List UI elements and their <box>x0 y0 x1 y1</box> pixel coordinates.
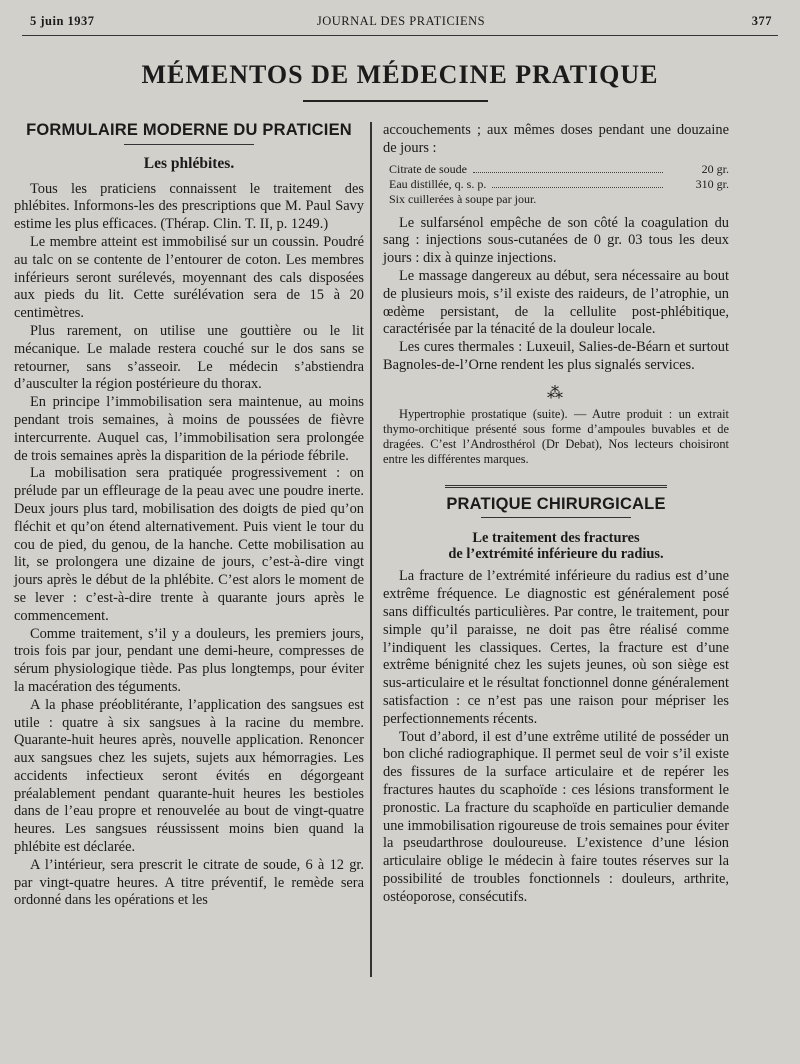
running-head <box>30 14 772 34</box>
paragraph-continued: accouchements ; aux mêmes doses pendant une douzaine de jours : <box>383 122 729 156</box>
paragraph: Les cures thermales : Luxeuil, Salies-de-Béarn et surtout Bagnoles-de-l’Orne rendent les plus signalés services. <box>383 339 729 373</box>
page-title: MÉMENTOS DE MÉDECINE PRATIQUE <box>141 60 659 89</box>
section-double-rule <box>445 485 667 490</box>
article-title-phlebites: Les phlébites. <box>143 154 235 172</box>
prescription-note: Six cuillerées à soupe par jour. <box>389 191 537 206</box>
title-rule <box>303 100 488 102</box>
article-title-line: Le traitement des fractures <box>472 530 640 547</box>
prescription-item: Citrate de soude <box>389 161 467 176</box>
paragraph: Le massage dangereux au début, sera nécessaire au bout de plusieurs mois, s’il existe des raideurs, de l’atrophie, un œdème persistant, de la cellulite post-phlébitique, caractérisée par la ténacité de la douleur locale. <box>383 267 729 338</box>
paragraph: En principe l’immobilisation sera maintenue, au moins pendant trois semaines, à moins de poussées de fièvre intercurrente. Auquel cas, l’immobilisation sera prolongée de trois semaines après la disparition de la période fébrile. <box>14 394 364 464</box>
paragraph: Le membre atteint est immobilisé sur un coussin. Poudré au talc on se contente de l’entourer de coton. Les membres inférieurs seront surélevés, moyennant des cals disposées aux pieds du lit. Cette surélévation sera de 15 à 20 centimètres. <box>14 233 364 322</box>
leader-dots <box>492 177 663 188</box>
paragraph: La fracture de l’extrémité inférieure du radius est d’une extrême fréquence. Le diagnostic est généralement posé sans difficultés particulières. Par contre, le traitement, pour simple qu’il paraisse, ne doit pas être réalisé comme l’indiquent les classiques. Certes, la fracture est d’une extrême bénignité chez les sujets jeunes, où son siège est sus-articulaire et le résultat fonctionnel donne généralement satisfaction : ce n’est pas une raison pour mépriser les perfectionnements récents. <box>383 568 729 727</box>
prescription <box>389 162 729 207</box>
paragraph: Comme traitement, s’il y a douleurs, les premiers jours, trois fois par jour, pendant une demi-heure, compresses de sérum physiologique tiède. Pas plus longtemps, pour éviter la macération des téguments. <box>14 625 364 695</box>
prescription-line <box>389 162 729 177</box>
article-title-fractures <box>383 530 729 562</box>
right-column <box>383 122 729 907</box>
prescription-qty: 20 gr. <box>701 161 729 176</box>
paragraph: La mobilisation sera pratiquée progressivement : on prélude par un effleurage de la peau avec une poudre inerte. Deux jours plus tard, mobilisation des doigts de pied qu’on fléchit et qu’on étend alternativement. Puis vient le tour du cou de pied, du genou, de la hanche. Cette mobilisation au lit, se prolongera une dizaine de jours, c’est-à-dire vingt jours après le début de la phlébite. C’est alors le moment de se lever : c’est-à-dire trente à quarante jours après le commencement. <box>14 465 364 624</box>
header-rule <box>22 35 778 36</box>
prescription-line <box>389 177 729 192</box>
paragraph: Le sulfarsénol empêche de son côté la coagulation du sang : injections sous-cutanées de 0 gr. 03 tous les deux jours : dix à quinze injections. <box>383 214 729 267</box>
section-heading-chirurgicale: PRATIQUE CHIRURGICALE <box>446 494 666 513</box>
page-number: 377 <box>751 14 772 28</box>
issue-date: 5 juin 1937 <box>30 14 95 28</box>
prescription-item: Eau distillée, q. s. p. <box>389 176 487 191</box>
paragraph: Plus rarement, on utilise une gouttière ou le lit mécanique. Le malade restera couché sur le dos sans se retourner, sans s’asseoir. Le médecin s’abstiendra d’ausculter la région postérieure du thorax. <box>14 322 364 393</box>
section-heading-formulaire: FORMULAIRE MODERNE DU PRATICIEN <box>26 121 352 139</box>
leader-dots <box>473 162 663 173</box>
note-hypertrophie: Hypertrophie prostatique (suite). — Autre produit : un extrait thymo-orchitique présenté sous forme d’ampoules buvables et de dragées. C’est l’Androsthérol (Dr Debat), Nos lecteurs choisiront entre les différentes marques. <box>383 406 729 466</box>
left-column <box>14 122 364 910</box>
paragraph: A la phase préoblitérante, l’application des sangsues est utile : quatre à six sangsues à la racine du membre. Quarante-huit heures après, nouvelle application. Renoncer aux sangsues chez les sujets, sujets aux hémorragies. Les accidents infectieux seront évités en dégorgeant préalablement pendant quarante-huit heures les bestioles dans de l’eau propre et renouvelée au bout de vingt-quatre heures. Les sangsues réussissent moins bien quand la phlébite est déclarée. <box>14 696 364 856</box>
journal-name: JOURNAL DES PRATICIENS <box>316 14 486 28</box>
paragraph: Tout d’abord, il est d’une extrême utilité de posséder un bon cliché radiographique. Il permet seul de voir s’il existe des fissures de la surface articulaire et de repérer les fractures hautes du scaphoïde : ces lésions transforment le pronostic. La fracture du scaphoïde en particulier demande une immobilisation rigoureuse de trois semaines pour éviter la pseudarthrose douloureuse. L’existence d’une lésion articulaire oblige le médecin à faire toutes réserves sur la possibilité de troubles fonctionnels : douleurs, arthrite, ostéoporose, consécutifs. <box>383 728 729 905</box>
prescription-qty: 310 gr. <box>695 176 729 191</box>
paragraph: A l’intérieur, sera prescrit le citrate de soude, 6 à 12 gr. par vingt-quatre heures. A titre préventif, le remède sera ordonné dans les opérations et les <box>14 856 364 909</box>
section-rule <box>481 517 631 518</box>
asterism: ⁂ <box>547 384 565 402</box>
article-title-line: de l’extrémité inférieure du radius. <box>448 546 664 563</box>
section-rule <box>124 144 254 145</box>
column-separator <box>370 122 372 977</box>
paragraph: Tous les praticiens connaissent le traitement des phlébites. Informons-les des prescriptions que M. Paul Savy estime les plus efficaces. (Thérap. Clin. T. II, p. 1249.) <box>14 180 364 233</box>
